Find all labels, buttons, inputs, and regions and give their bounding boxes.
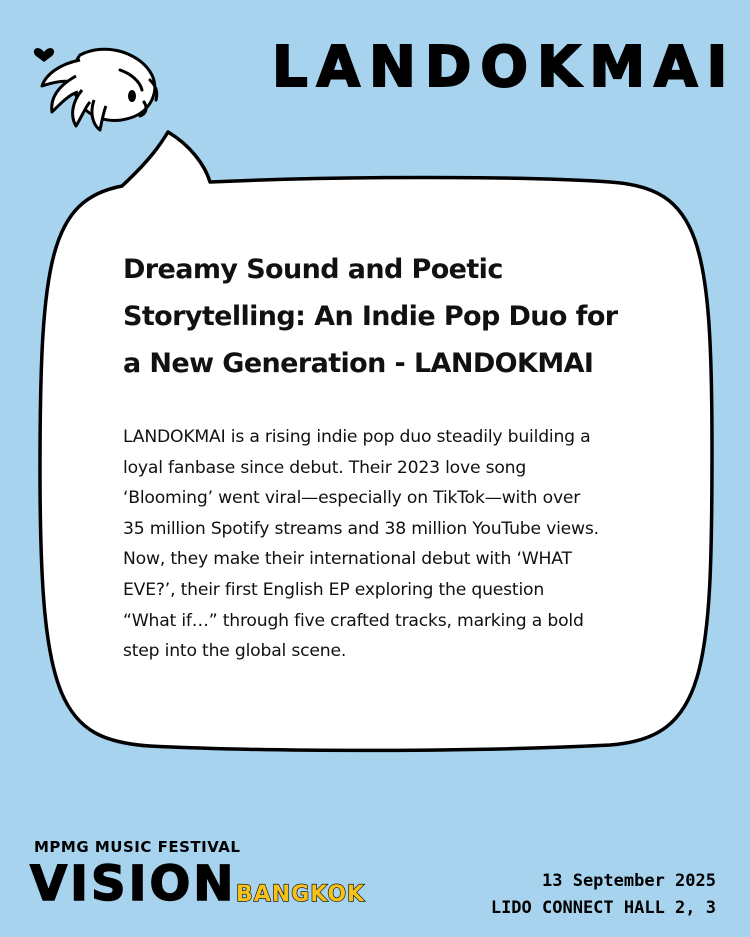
event-info — [491, 868, 716, 922]
festival-subtitle: MPMG MUSIC FESTIVAL — [34, 838, 241, 856]
headline-line: a New Generation - LANDOKMAI — [123, 348, 594, 379]
body-line: 35 million Spotify streams and 38 million YouTube views. — [123, 518, 599, 539]
body-line: Now, they make their international debut with ‘WHAT — [123, 549, 572, 570]
headline-line: Storytelling: An Indie Pop Duo for — [123, 301, 618, 332]
body-line: “What if…” through five crafted tracks, marking a bold — [123, 610, 584, 631]
body-line: step into the global scene. — [123, 641, 347, 662]
article-headline — [123, 246, 663, 387]
body-line: loyal fanbase since debut. Their 2023 love song — [123, 457, 527, 478]
event-venue: LIDO CONNECT HALL 2, 3 — [490, 898, 716, 918]
event-date: 13 September 2025 — [542, 871, 716, 891]
mascot-illustration — [20, 30, 170, 135]
heart-icon — [34, 48, 54, 62]
festival-city: BANGKOK — [236, 882, 366, 907]
body-line: EVE?’, their first English EP exploring the question — [123, 579, 545, 600]
headline-line: Dreamy Sound and Poetic — [123, 254, 503, 285]
festival-logo-text: VISION — [30, 856, 237, 912]
body-line: LANDOKMAI is a rising indie pop duo steadily building a — [123, 427, 591, 447]
article-body — [123, 422, 668, 667]
artist-title: LANDOKMAI — [272, 35, 737, 100]
body-line: ‘Blooming’ went viral—especially on TikTok—with over — [123, 488, 581, 509]
